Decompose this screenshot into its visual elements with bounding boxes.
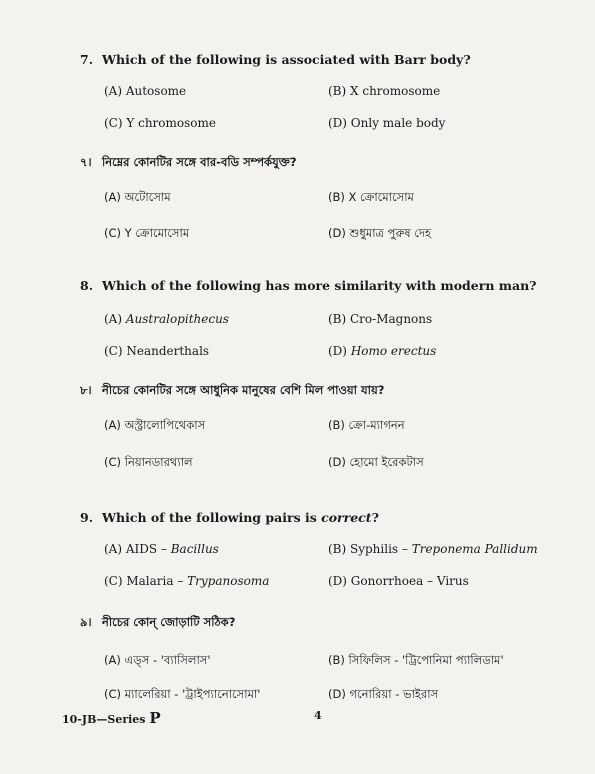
q7-bn-option-a: (A) অটোসোম	[104, 190, 171, 204]
series-footer	[62, 709, 161, 727]
q8-option-d	[328, 344, 436, 358]
question-text: Which of the following has more similarity with modern man?	[102, 278, 537, 293]
q9-bn-option-d: (D) গনোরিয়া - ভাইরাস	[328, 687, 439, 701]
q9-bn-option-c: (C) ম্যালেরিয়া - 'ট্রাইপ্যানোসোমা'	[104, 687, 261, 701]
q8-option-c: (C) Neanderthals	[104, 344, 210, 358]
question-7-bengali	[80, 154, 297, 173]
q9-bn-option-a: (A) এড্স - 'ব্যাসিলাস'	[104, 653, 211, 667]
option-label: (D)	[328, 344, 351, 358]
question-number: 8.	[80, 278, 94, 293]
q7-option-d: (D) Only male body	[328, 116, 446, 130]
question-text: নীচের কোন্ জোড়াটি সঠিক?	[102, 615, 236, 629]
q7-option-a: (A) Autosome	[104, 84, 187, 98]
q8-option-b: (B) Cro-Magnons	[328, 312, 433, 326]
option-term: Treponema Pallidum	[411, 542, 538, 556]
question-9	[80, 510, 379, 525]
q7-option-b: (B) X chromosome	[328, 84, 441, 98]
q9-bn-option-b: (B) সিফিলিস - 'ট্রিপোনিমা প্যালিডাম'	[328, 653, 504, 667]
q8-option-a	[104, 312, 229, 326]
option-label: (B) Syphilis –	[328, 542, 412, 556]
question-number: 7.	[80, 52, 94, 67]
question-8-bengali	[80, 382, 384, 401]
option-label: (A) AIDS –	[104, 542, 171, 556]
q7-option-c: (C) Y chromosome	[104, 116, 216, 130]
q7-bn-option-c: (C) Y ক্রোমোসোম	[104, 226, 190, 240]
q8-bn-option-c: (C) নিয়ানডারথ্যাল	[104, 455, 193, 469]
question-text-emphasis: correct	[321, 510, 372, 525]
option-term: Trypanosoma	[187, 574, 270, 588]
option-term: Australopithecus	[125, 312, 229, 326]
option-label: (C) Malaria –	[104, 574, 188, 588]
option-term: Homo erectus	[350, 344, 437, 358]
q8-bn-option-b: (B) ক্রো-ম্যাগনন	[328, 418, 405, 432]
q7-bn-option-b: (B) X ক্রোমোসোম	[328, 190, 414, 204]
question-text-post: ?	[371, 510, 379, 525]
q9-option-c	[104, 574, 269, 588]
question-text: নিম্নের কোনটির সঙ্গে বার-বডি সম্পর্কযুক্ত?	[102, 155, 297, 169]
q8-bn-option-a: (A) অস্ট্রালোপিথেকাস	[104, 418, 206, 432]
question-number: ৭।	[80, 155, 92, 169]
question-7	[80, 52, 471, 67]
q9-option-b	[328, 542, 538, 556]
q9-option-d: (D) Gonorrhoea – Virus	[328, 574, 469, 588]
page-number: 4	[314, 709, 322, 722]
option-label: (A)	[104, 312, 126, 326]
question-number: 9.	[80, 510, 94, 525]
q9-option-a	[104, 542, 219, 556]
question-text-pre: Which of the following pairs is	[102, 510, 322, 525]
question-number: ৮।	[80, 383, 92, 397]
question-number: ৯।	[80, 615, 92, 629]
option-term: Bacillus	[170, 542, 219, 556]
question-text: নীচের কোনটির সঙ্গে আধুনিক মানুষের বেশি মিল পাওয়া যায়?	[102, 383, 385, 397]
question-8	[80, 278, 537, 293]
question-text: Which of the following is associated with Barr body?	[102, 52, 471, 67]
series-code: 10-JB—Series	[62, 713, 150, 726]
question-9-bengali	[80, 614, 235, 633]
q7-bn-option-d: (D) শুধুমাত্র পুরুষ দেহ	[328, 226, 432, 240]
q8-bn-option-d: (D) হোমো ইরেকটাস	[328, 455, 424, 469]
series-letter: P	[149, 709, 161, 727]
